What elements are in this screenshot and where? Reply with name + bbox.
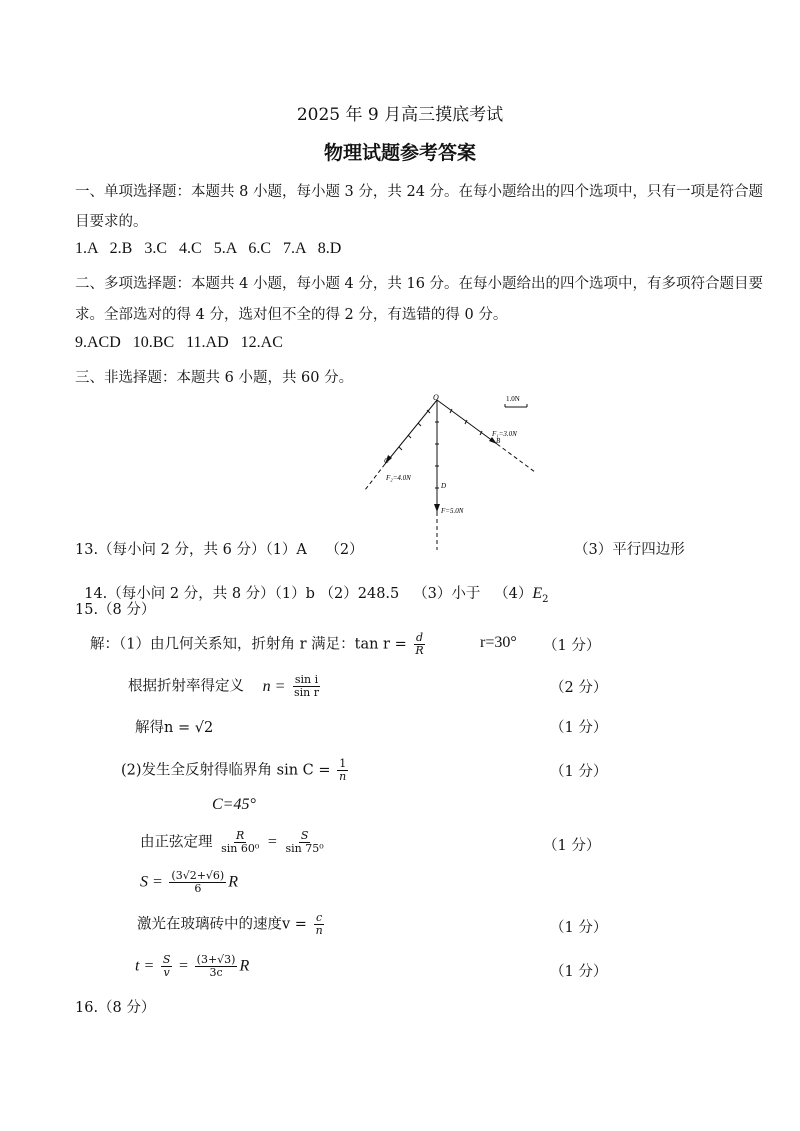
- q15-line6-den2: sin 75⁰: [285, 842, 324, 855]
- q15-line7-num: (3√2+√6): [171, 869, 225, 882]
- scale-label: 1.0N: [506, 395, 520, 403]
- q14-e2-sub: 2: [542, 593, 549, 605]
- section2-answers: 9.ACD 10.BC 11.AD 12.AC: [75, 334, 283, 351]
- q15-line6-num1: R: [236, 829, 245, 842]
- q15-line8-score: （1 分）: [550, 920, 608, 936]
- q15-line2: [128, 674, 323, 699]
- section1-instruction-line1: 一、单项选择题：本题共 8 小题，每小题 3 分，共 24 分。在每小题给出的四个选项中，只有一项是符合题: [75, 184, 764, 200]
- f2-ticks: [399, 410, 430, 450]
- q15-line7: [140, 870, 238, 895]
- q15-line4-text: (2)发生全反射得临界角 sin C =: [121, 762, 331, 779]
- q15-line8-num: c: [316, 911, 323, 924]
- q15-line8: [137, 912, 327, 937]
- q15-line2-text: 根据折射率得定义: [128, 678, 244, 695]
- section3-instruction: 三、非选择题：本题共 6 小题，共 60 分。: [75, 370, 354, 386]
- c-label: C: [384, 457, 389, 465]
- q15-line1-text: 解：（1）由几何关系知，折射角 r 满足：tan r =: [90, 636, 407, 653]
- q15-line3: 解得n = √2: [135, 720, 214, 736]
- q15-line9-num2: (3+√3): [196, 953, 236, 966]
- q15-line9-eq: =: [179, 957, 189, 975]
- f-label: F=5.0N: [441, 507, 464, 515]
- q15-line6-den1: sin 60⁰: [221, 842, 260, 855]
- q15-line9-lhs: t =: [135, 957, 155, 975]
- q15-line7-rhs: R: [228, 873, 239, 891]
- q15-line5: C=45°: [212, 796, 256, 813]
- f1-dashed-extension: [497, 444, 535, 472]
- q15-line1-score: （1 分）: [543, 638, 601, 654]
- q15-line8-den: n: [315, 924, 323, 937]
- q15-line9-score: （1 分）: [550, 964, 608, 980]
- q15-line6-eq: =: [267, 833, 277, 851]
- q15-line9-den1: v: [163, 966, 170, 979]
- q15-line6: [140, 830, 328, 855]
- section1-answers: 1.A 2.B 3.C 4.C 5.A 6.C 7.A 8.D: [75, 240, 342, 257]
- q15-line9-den2: 3c: [209, 966, 223, 979]
- q15-line6-text: 由正弦定理: [140, 834, 213, 851]
- f1-label: F₁=3.0N: [492, 430, 517, 438]
- q14-e2: E: [532, 585, 543, 602]
- q15-line4-den: n: [339, 770, 347, 783]
- section1-instruction-line2: 目要求的。: [75, 214, 148, 230]
- f-arrowhead: [434, 504, 440, 512]
- q15-line8-text: 激光在玻璃砖中的速度v =: [137, 916, 307, 933]
- q13-text: 13.（每小问 2 分，共 6 分）（1）A （2）: [75, 542, 364, 558]
- q15-line7-lhs: S =: [140, 873, 163, 891]
- q15-line4: [121, 758, 350, 783]
- q15-line6-score: （1 分）: [543, 838, 601, 854]
- q15-line1-num: d: [415, 631, 424, 644]
- f2-line: [385, 400, 437, 464]
- q15-line2-lhs: n =: [262, 677, 286, 695]
- d-label: D: [441, 482, 447, 490]
- b-label: B: [496, 437, 501, 445]
- q15-line1-result: r=30°: [480, 634, 517, 651]
- section2-instruction-line2: 求。全部选对的得 4 分，选对但不全的得 2 分，有选错的得 0 分。: [75, 307, 508, 323]
- q13-part3: （3）平行四边形: [574, 542, 685, 558]
- q15-line2-num: sin i: [294, 673, 319, 686]
- q15-line1-den: R: [415, 644, 424, 657]
- q15-line2-score: （2 分）: [550, 680, 608, 696]
- q15-line4-score: （1 分）: [550, 764, 608, 780]
- q15-line4-num: 1: [339, 757, 347, 770]
- q15-line6-num2: S: [300, 829, 309, 842]
- q15-line9: [135, 954, 249, 979]
- q15-line9-num1: S: [162, 953, 171, 966]
- force-diagram: [355, 390, 555, 555]
- section2-instruction-line1: 二、多项选择题：本题共 4 小题，每小题 4 分，共 16 分。在每小题给出的四个选项中，有多项符合题目要: [75, 276, 764, 292]
- q15-line3-score: （1 分）: [550, 720, 608, 736]
- origin-label: O: [433, 393, 439, 402]
- q15-line9-rhs: R: [239, 957, 250, 975]
- q15-line1: [90, 632, 428, 657]
- q14-main: 14.（每小问 2 分，共 8 分）（1）b （2）248.5 （3）小于 （4）: [84, 586, 533, 602]
- f1-line: [437, 400, 497, 444]
- q16-header: 16.（8 分）: [75, 1000, 156, 1016]
- doc-title: 物理试题参考答案: [323, 142, 476, 164]
- q15-line2-den: sin r: [294, 686, 320, 699]
- q15-line7-den: 6: [194, 882, 202, 895]
- exam-title: 2025 年 9 月高三摸底考试: [296, 105, 504, 125]
- q15-header: 15.（8 分）: [75, 602, 156, 618]
- f2-label: F₂=4.0N: [386, 474, 411, 482]
- f2-dashed-extension: [365, 464, 385, 490]
